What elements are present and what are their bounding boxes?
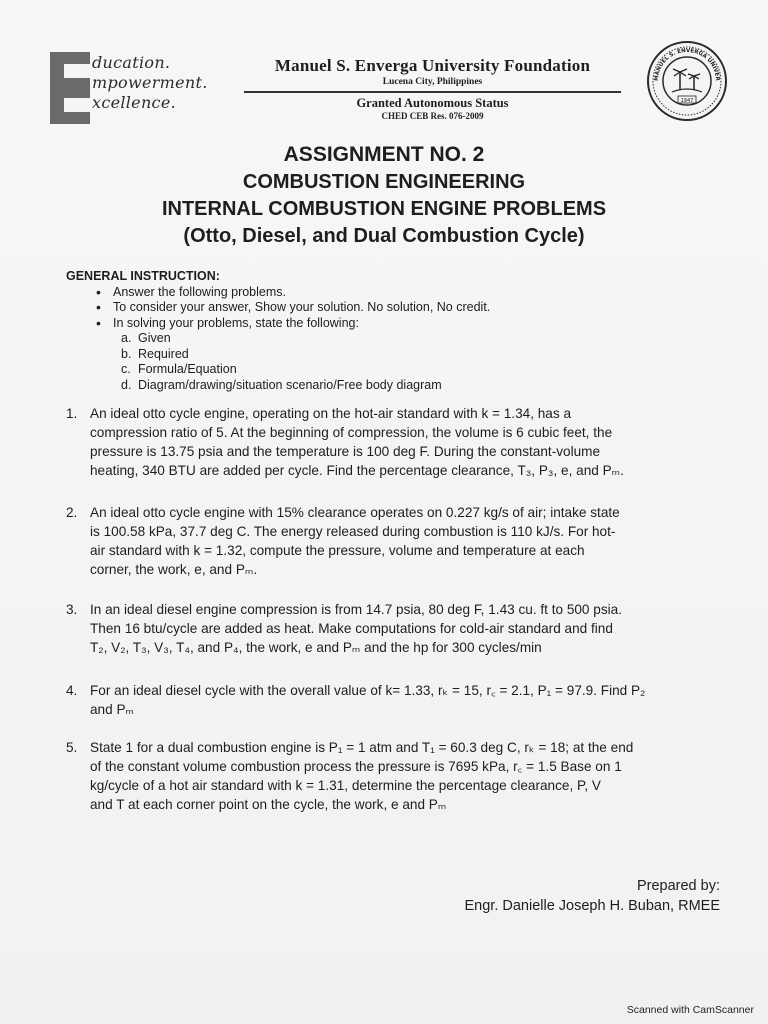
requirement-item <box>121 347 490 363</box>
problem-line: State 1 for a dual combustion engine is P₁ = 1 atm and T₁ = 60.3 deg C, rₖ = 18; at the end <box>90 740 634 755</box>
problem-number: 3. <box>66 602 78 617</box>
instruction-item: • In solving your problems, state the following: <box>96 316 490 332</box>
preparer-name: Engr. Danielle Joseph H. Buban, RMEE <box>464 898 720 914</box>
problem-line: In an ideal diesel engine compression is from 14.7 psia, 80 deg F, 1.43 cu. ft to 500 psia. <box>90 602 622 617</box>
problem-line: For an ideal diesel cycle with the overall value of k= 1.33, rₖ = 15, r꜀ = 2.1, P₁ = 97.9. Find P₂ <box>90 683 646 698</box>
problem-text <box>90 600 726 657</box>
instruction-item: • To consider your answer, Show your solution. No solution, No credit. <box>96 300 490 316</box>
problem-5 <box>66 738 726 814</box>
problem-number: 4. <box>66 683 78 698</box>
seal-year: 1947 <box>680 97 694 104</box>
requirement-letter: c. <box>121 362 131 376</box>
problem-line: and Pₘ <box>90 702 134 717</box>
problem-line: compression ratio of 5. At the beginning of compression, the volume is 6 cubic feet, the <box>90 425 613 440</box>
header-divider <box>244 91 621 93</box>
university-header <box>240 56 625 121</box>
instructions-heading: GENERAL INSTRUCTION: <box>66 269 220 283</box>
motto-line: mpowerment. <box>92 73 208 92</box>
problem-line: air standard with k = 1.32, compute the pressure, volume and temperature at each <box>90 543 585 558</box>
requirement-text: Formula/Equation <box>138 362 237 376</box>
problem-number: 5. <box>66 740 78 755</box>
requirement-text: Required <box>138 346 189 361</box>
problem-4 <box>66 681 726 719</box>
instruction-list <box>66 285 490 332</box>
instruction-item: • Answer the following problems. <box>96 285 490 301</box>
requirement-letter: d. <box>121 377 132 392</box>
assignment-title: ASSIGNMENT NO. 2 <box>283 143 485 166</box>
problem-3 <box>66 600 726 657</box>
problem-2 <box>66 503 726 579</box>
motto-line: xcellence. <box>92 93 176 112</box>
requirement-item <box>121 331 490 347</box>
requirement-letter: a. <box>121 331 132 345</box>
problem-line: heating, 340 BTU are added per cycle. Find the percentage clearance, T₃, P₃, e, and Pₘ. <box>90 463 624 478</box>
university-location: Lucena City, Philippines <box>382 77 483 87</box>
topic-subtitle: (Otto, Diesel, and Dual Combustion Cycle) <box>183 225 585 247</box>
problem-1 <box>66 404 726 480</box>
scanner-watermark: Scanned with CamScanner <box>626 1004 754 1016</box>
problem-text <box>90 681 726 719</box>
problem-text <box>90 404 726 480</box>
topic-title: INTERNAL COMBUSTION ENGINE PROBLEMS <box>161 198 607 220</box>
problem-number: 2. <box>66 505 78 520</box>
problem-line: is 100.58 kPa, 37.7 deg C. The energy released during combustion is 110 kJ/s. For hot- <box>90 524 616 539</box>
requirement-text: Diagram/drawing/situation scenario/Free body diagram <box>138 377 442 392</box>
assignment-titles <box>0 141 768 250</box>
problem-line: and T at each corner point on the cycle, the work, e and Pₘ <box>90 797 447 812</box>
course-title: COMBUSTION ENGINEERING <box>242 171 526 193</box>
problem-number: 1. <box>66 406 78 421</box>
problem-line: of the constant volume combustion process the pressure is 7695 kPa, r꜀ = 1.5 Base on 1 <box>90 759 622 774</box>
problem-text <box>90 738 726 814</box>
ched-resolution: CHED CEB Res. 076-2009 <box>381 111 484 121</box>
problem-line: corner, the work, e, and Pₘ. <box>90 562 258 577</box>
problem-text <box>90 503 726 579</box>
requirement-letter: b. <box>121 346 132 361</box>
university-motto <box>92 53 208 113</box>
requirement-item <box>121 362 490 378</box>
general-instructions <box>66 269 490 393</box>
requirements-list <box>66 331 490 393</box>
problem-line: An ideal otto cycle engine with 15% clearance operates on 0.227 kg/s of air; intake state <box>90 505 620 520</box>
prepared-by-label: Prepared by: <box>636 878 720 894</box>
seal-ring-text: MANUEL S. ENVERGA UNIVER <box>653 47 721 82</box>
prepared-by-block <box>465 876 721 916</box>
university-e-logo <box>50 52 90 124</box>
motto-line: ducation. <box>92 53 171 72</box>
university-seal-icon <box>646 40 728 122</box>
requirement-text: Given <box>138 331 171 345</box>
requirement-item <box>121 378 490 394</box>
problem-line: An ideal otto cycle engine, operating on the hot-air standard with k = 1.34, has a <box>90 406 571 421</box>
university-status: Granted Autonomous Status <box>356 96 509 110</box>
university-name: Manuel S. Enverga University Foundation <box>274 56 591 75</box>
problem-line: Then 16 btu/cycle are added as heat. Make computations for cold-air standard and find <box>90 621 613 636</box>
problem-line: kg/cycle of a hot air standard with k = 1.31, determine the percentage clearance, P, V <box>90 778 601 793</box>
problem-line: T₂, V₂, T₃, V₃, T₄, and P₄, the work, e and Pₘ and the hp for 300 cycles/min <box>90 640 542 655</box>
problem-line: pressure is 13.75 psia and the temperature is 100 deg F. During the constant-volume <box>90 444 601 459</box>
